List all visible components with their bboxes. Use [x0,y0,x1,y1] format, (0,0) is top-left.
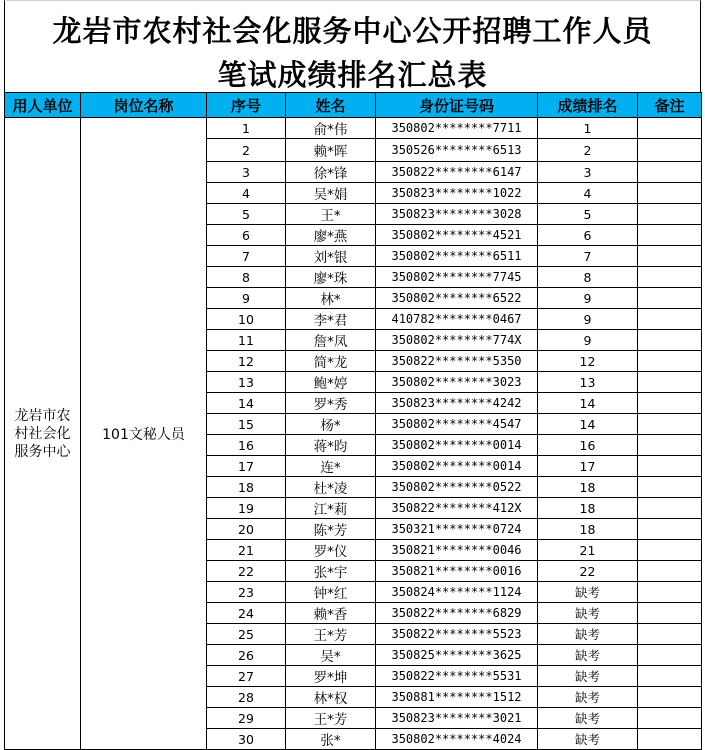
rank-cell: 18 [538,519,638,540]
name-cell: 杨* [286,414,376,435]
seq-cell: 23 [207,582,286,603]
note-cell [638,414,702,435]
rank-cell: 8 [538,267,638,288]
seq-cell: 12 [207,351,286,372]
table-row [5,118,702,139]
note-cell [638,139,702,162]
name-cell: 蒋*昀 [286,435,376,456]
rank-cell: 18 [538,477,638,498]
results-table [4,92,702,750]
rank-cell: 3 [538,162,638,183]
rank-cell: 9 [538,288,638,309]
name-cell: 陈*芳 [286,519,376,540]
rank-cell: 18 [538,498,638,519]
note-cell [638,393,702,414]
name-cell: 俞*伟 [286,118,376,139]
rank-cell: 4 [538,183,638,204]
note-cell [638,561,702,582]
note-cell [638,687,702,708]
name-cell: 林*权 [286,687,376,708]
seq-cell: 17 [207,456,286,477]
note-cell [638,162,702,183]
id-number-cell: 350821********0016 [376,561,538,582]
name-cell: 杜*凌 [286,477,376,498]
name-cell: 李*君 [286,309,376,330]
rank-cell: 缺考 [538,582,638,603]
name-cell: 简*龙 [286,351,376,372]
seq-cell: 13 [207,372,286,393]
note-cell [638,225,702,246]
id-number-cell: 350802********7745 [376,267,538,288]
seq-cell: 22 [207,561,286,582]
id-number-cell: 350802********0014 [376,435,538,456]
name-cell: 王*芳 [286,708,376,729]
name-cell: 王* [286,204,376,225]
rank-cell: 6 [538,225,638,246]
name-cell: 钟*红 [286,582,376,603]
id-number-cell: 410782********0467 [376,309,538,330]
seq-cell: 19 [207,498,286,519]
note-cell [638,666,702,687]
note-cell [638,330,702,351]
note-cell [638,246,702,267]
title-area [4,0,701,92]
note-cell [638,204,702,225]
note-cell [638,435,702,456]
note-cell [638,183,702,204]
rank-cell: 13 [538,372,638,393]
rank-cell: 缺考 [538,645,638,666]
note-cell [638,645,702,666]
note-cell [638,729,702,750]
rank-cell: 9 [538,330,638,351]
page-title-line2: 笔试成绩排名汇总表 [217,58,488,92]
post-name-cell: 101文秘人员 [81,118,207,750]
name-cell: 吴* [286,645,376,666]
rank-cell: 12 [538,351,638,372]
seq-cell: 20 [207,519,286,540]
rank-cell: 16 [538,435,638,456]
name-cell: 张*宇 [286,561,376,582]
rank-cell: 缺考 [538,708,638,729]
id-number-cell: 350802********6522 [376,288,538,309]
rank-cell: 14 [538,414,638,435]
name-cell: 罗*秀 [286,393,376,414]
rank-cell: 缺考 [538,624,638,645]
header-post: 岗位名称 [81,93,207,118]
id-number-cell: 350821********0046 [376,540,538,561]
seq-cell: 11 [207,330,286,351]
rank-cell: 缺考 [538,666,638,687]
rank-cell: 缺考 [538,729,638,750]
note-cell [638,498,702,519]
header-rank: 成绩排名 [538,93,638,118]
note-cell [638,118,702,139]
name-cell: 廖*燕 [286,225,376,246]
header-no: 序号 [207,93,286,118]
note-cell [638,519,702,540]
seq-cell: 30 [207,729,286,750]
seq-cell: 16 [207,435,286,456]
name-cell: 连* [286,456,376,477]
seq-cell: 25 [207,624,286,645]
seq-cell: 14 [207,393,286,414]
seq-cell: 26 [207,645,286,666]
id-number-cell: 350822********412X [376,498,538,519]
name-cell: 吴*娟 [286,183,376,204]
header-id: 身份证号码 [376,93,538,118]
id-number-cell: 350822********6147 [376,162,538,183]
id-number-cell: 350321********0724 [376,519,538,540]
seq-cell: 15 [207,414,286,435]
id-number-cell: 350822********5531 [376,666,538,687]
rank-cell: 缺考 [538,687,638,708]
name-cell: 罗*坤 [286,666,376,687]
id-number-cell: 350802********4024 [376,729,538,750]
note-cell [638,624,702,645]
note-cell [638,582,702,603]
id-number-cell: 350802********0522 [376,477,538,498]
note-cell [638,267,702,288]
name-cell: 罗*仪 [286,540,376,561]
name-cell: 赖*晖 [286,139,376,162]
note-cell [638,456,702,477]
id-number-cell: 350822********5523 [376,624,538,645]
rank-cell: 14 [538,393,638,414]
header-unit: 用人单位 [5,93,81,118]
note-cell [638,708,702,729]
name-cell: 张* [286,729,376,750]
seq-cell: 21 [207,540,286,561]
seq-cell: 28 [207,687,286,708]
note-cell [638,288,702,309]
seq-cell: 2 [207,139,286,162]
rank-cell: 17 [538,456,638,477]
rank-cell: 1 [538,118,638,139]
seq-cell: 8 [207,267,286,288]
id-number-cell: 350802********4547 [376,414,538,435]
id-number-cell: 350823********1022 [376,183,538,204]
name-cell: 王*芳 [286,624,376,645]
employer-unit-cell: 龙岩市农村社会化服务中心 [5,118,81,750]
header-row [5,93,702,118]
seq-cell: 3 [207,162,286,183]
id-number-cell: 350824********1124 [376,582,538,603]
name-cell: 林* [286,288,376,309]
name-cell: 徐*锋 [286,162,376,183]
seq-cell: 7 [207,246,286,267]
note-cell [638,540,702,561]
seq-cell: 10 [207,309,286,330]
header-name: 姓名 [286,93,376,118]
seq-cell: 5 [207,204,286,225]
seq-cell: 9 [207,288,286,309]
id-number-cell: 350802********0014 [376,456,538,477]
note-cell [638,351,702,372]
id-number-cell: 350822********6829 [376,603,538,624]
name-cell: 鲍*婷 [286,372,376,393]
id-number-cell: 350823********3028 [376,204,538,225]
page-title-line1: 龙岩市农村社会化服务中心公开招聘工作人员 [52,14,653,48]
id-number-cell: 350802********3023 [376,372,538,393]
id-number-cell: 350526********6513 [376,139,538,162]
id-number-cell: 350825********3625 [376,645,538,666]
seq-cell: 4 [207,183,286,204]
name-cell: 刘*银 [286,246,376,267]
name-cell: 詹*凤 [286,330,376,351]
note-cell [638,372,702,393]
seq-cell: 27 [207,666,286,687]
note-cell [638,603,702,624]
id-number-cell: 350822********5350 [376,351,538,372]
rank-cell: 9 [538,309,638,330]
rank-cell: 2 [538,139,638,162]
id-number-cell: 350823********4242 [376,393,538,414]
seq-cell: 6 [207,225,286,246]
rank-cell: 21 [538,540,638,561]
id-number-cell: 350802********7711 [376,118,538,139]
rank-cell: 5 [538,204,638,225]
seq-cell: 29 [207,708,286,729]
header-note: 备注 [638,93,702,118]
name-cell: 赖*香 [286,603,376,624]
seq-cell: 18 [207,477,286,498]
seq-cell: 24 [207,603,286,624]
id-number-cell: 350802********4521 [376,225,538,246]
rank-cell: 7 [538,246,638,267]
id-number-cell: 350802********6511 [376,246,538,267]
name-cell: 江*莉 [286,498,376,519]
id-number-cell: 350802********774X [376,330,538,351]
note-cell [638,477,702,498]
id-number-cell: 350823********3021 [376,708,538,729]
seq-cell: 1 [207,118,286,139]
rank-cell: 22 [538,561,638,582]
rank-cell: 缺考 [538,603,638,624]
name-cell: 廖*珠 [286,267,376,288]
note-cell [638,309,702,330]
id-number-cell: 350881********1512 [376,687,538,708]
